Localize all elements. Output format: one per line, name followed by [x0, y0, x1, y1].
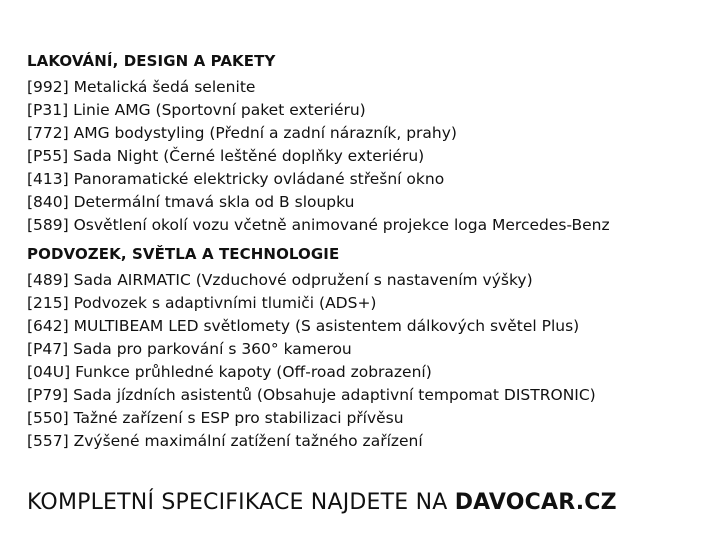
- list-item: [840] Determální tmavá skla od B sloupku: [27, 193, 355, 211]
- section-list-paint-design: [27, 76, 707, 237]
- list-item: [772] AMG bodystyling (Přední a zadní nárazník, prahy): [27, 124, 457, 142]
- list-item: [550] Tažné zařízení s ESP pro stabilizaci přívěsu: [27, 409, 404, 427]
- spec-content: [27, 50, 707, 453]
- list-item: [04U] Funkce průhledné kapoty (Off-road zobrazení): [27, 363, 432, 381]
- list-item: [P47] Sada pro parkování s 360° kamerou: [27, 340, 352, 358]
- list-item: [489] Sada AIRMATIC (Vzduchové odpružení s nastavením výšky): [27, 271, 533, 289]
- list-item: [992] Metalická šedá selenite: [27, 78, 256, 96]
- footer-banner: [27, 488, 617, 518]
- footer-brand-link[interactable]: DAVOCAR.CZ: [454, 490, 617, 515]
- list-item: [557] Zvýšené maximální zatížení tažného zařízení: [27, 432, 423, 450]
- list-item: [642] MULTIBEAM LED světlomety (S asistentem dálkových světel Plus): [27, 317, 580, 335]
- section-title-paint-design: LAKOVÁNÍ, DESIGN A PAKETY: [27, 52, 276, 70]
- list-item: [215] Podvozek s adaptivními tlumiči (ADS+): [27, 294, 377, 312]
- list-item: [589] Osvětlení okolí vozu včetně animované projekce loga Mercedes-Benz: [27, 216, 610, 234]
- footer-text: KOMPLETNÍ SPECIFIKACE NAJDETE NA: [27, 490, 455, 515]
- section-list-chassis-tech: [27, 269, 707, 453]
- list-item: [413] Panoramatické elektricky ovládané střešní okno: [27, 170, 445, 188]
- list-item: [P31] Linie AMG (Sportovní paket exteriéru): [27, 101, 366, 119]
- section-title-chassis-tech: PODVOZEK, SVĚTLA A TECHNOLOGIE: [27, 245, 340, 263]
- list-item: [P55] Sada Night (Černé leštěné doplňky exteriéru): [27, 147, 425, 165]
- list-item: [P79] Sada jízdních asistentů (Obsahuje adaptivní tempomat DISTRONIC): [27, 386, 596, 404]
